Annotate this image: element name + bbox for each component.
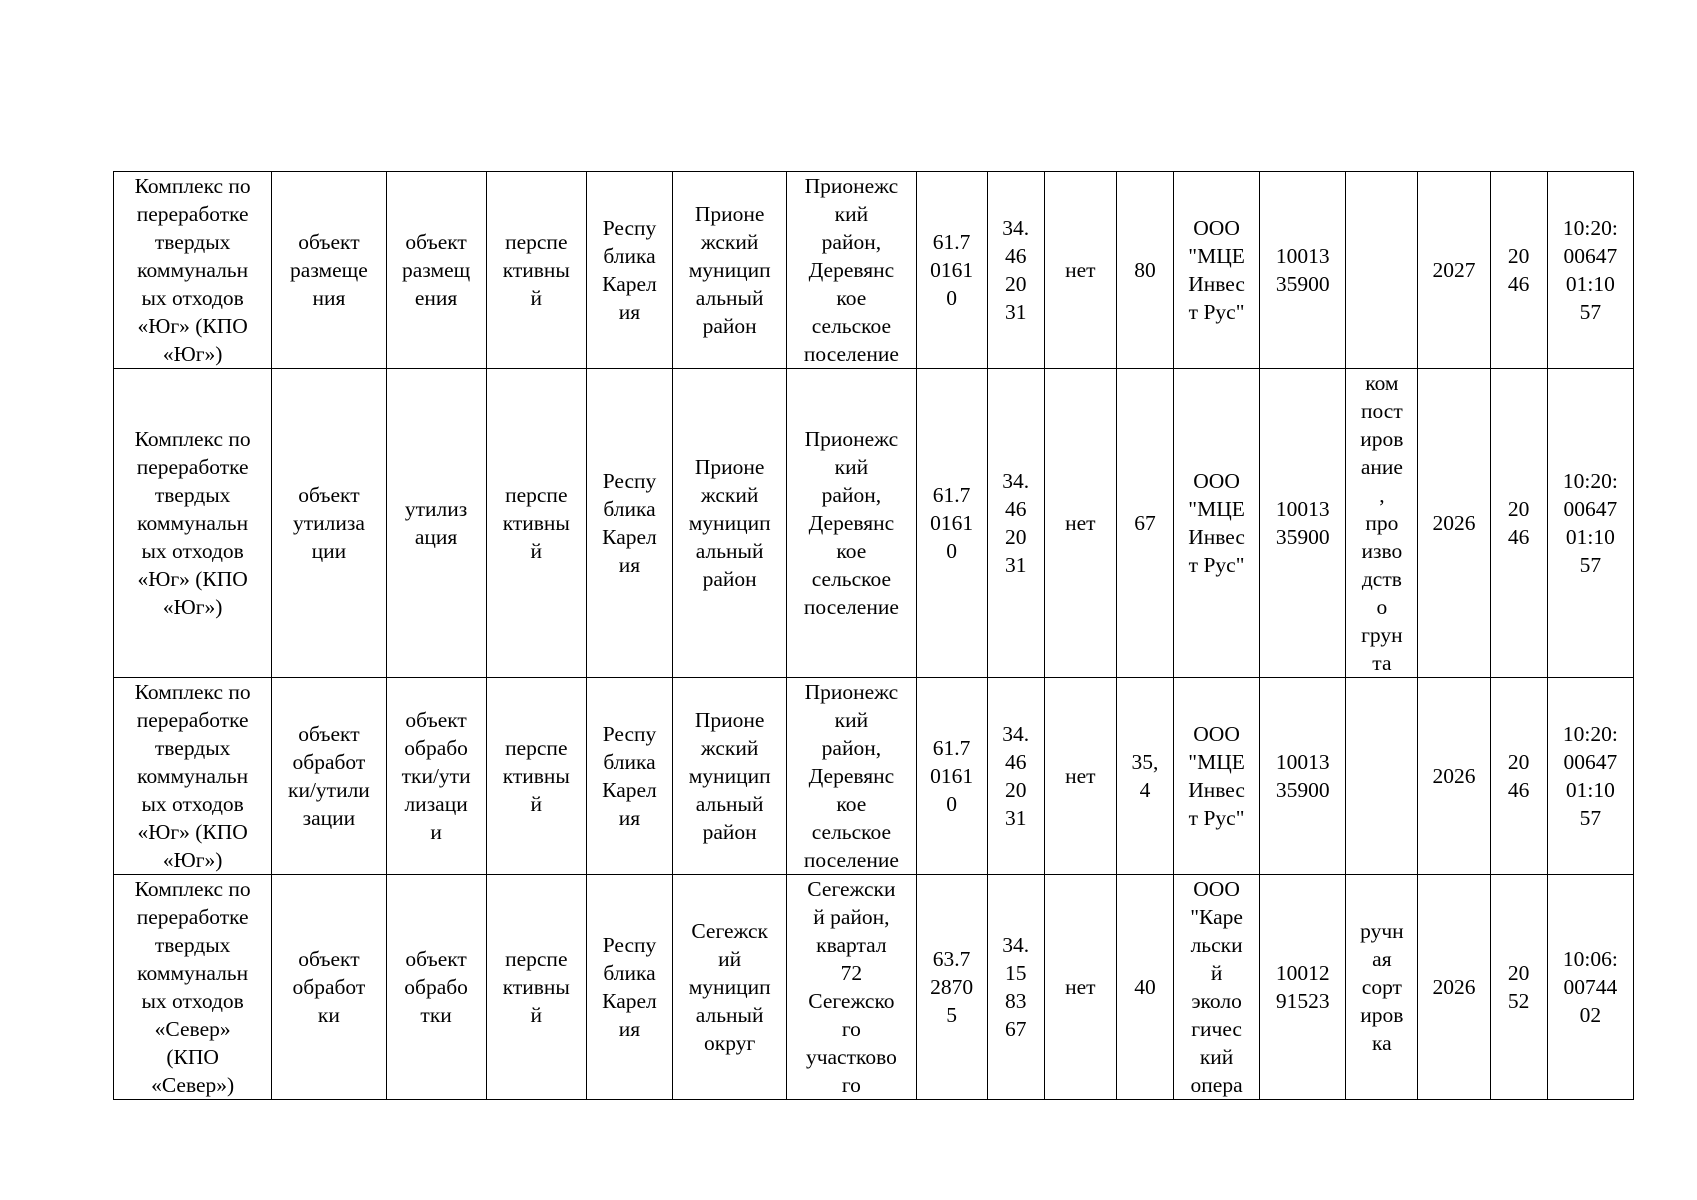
location: Прионежс кий район, Деревянс кое сельское поселение xyxy=(803,427,899,619)
waste-facilities-table xyxy=(113,171,1634,1100)
facility-name-cell xyxy=(114,172,272,369)
year-end: 20 52 xyxy=(1507,961,1530,1013)
facility-name: Комплекс по переработке твердых коммунальн ых отходов «Юг» (КПО «Юг») xyxy=(134,174,251,366)
capacity: 40 xyxy=(1134,975,1156,999)
region: Респу блика Карел ия xyxy=(602,216,657,324)
region-cell xyxy=(586,172,672,369)
operator: ООО "МЦЕ Инвес т Рус" xyxy=(1188,469,1245,577)
capacity: 35, 4 xyxy=(1131,750,1159,802)
flag: нет xyxy=(1065,258,1096,282)
cadastral-code-cell xyxy=(1547,172,1633,369)
location-cell xyxy=(787,369,916,678)
longitude: 34. 46 20 31 xyxy=(1002,469,1030,577)
district: Прионе жский муницип альный район xyxy=(688,708,771,844)
year-end: 20 46 xyxy=(1507,750,1530,802)
facility-name: Комплекс по переработке твердых коммунальн ых отходов «Юг» (КПО «Юг») xyxy=(134,680,251,872)
year-end: 20 46 xyxy=(1507,244,1530,296)
flag: нет xyxy=(1065,511,1096,535)
flag: нет xyxy=(1065,975,1096,999)
year-start: 2027 xyxy=(1432,258,1476,282)
longitude: 34. 15 83 67 xyxy=(1002,933,1030,1041)
inn-cell xyxy=(1260,172,1346,369)
status-cell xyxy=(486,369,586,678)
facility-name-cell xyxy=(114,369,272,678)
longitude-cell xyxy=(987,678,1044,875)
location: Прионежс кий район, Деревянс кое сельское поселение xyxy=(803,174,899,366)
year-end-cell xyxy=(1490,172,1547,369)
operator: ООО "МЦЕ Инвес т Рус" xyxy=(1188,722,1245,830)
status: перспе ктивны й xyxy=(502,230,570,310)
latitude-cell xyxy=(916,172,987,369)
district: Сегежск ий муницип альный округ xyxy=(688,919,771,1055)
location-cell xyxy=(787,875,916,1100)
operator: ООО "Каре льски й эколо гичес кий опера xyxy=(1190,877,1243,1097)
note-cell xyxy=(1346,875,1418,1100)
inn: 10013 35900 xyxy=(1275,497,1330,549)
cadastral-code: 10:20: 00647 01:10 57 xyxy=(1562,722,1618,830)
note-cell xyxy=(1346,369,1418,678)
table-body xyxy=(114,172,1634,1100)
longitude-cell xyxy=(987,369,1044,678)
table-row xyxy=(114,172,1634,369)
year-end-cell xyxy=(1490,369,1547,678)
table-row xyxy=(114,369,1634,678)
facility-name: Комплекс по переработке твердых коммунальн ых отходов «Север» (КПО «Север») xyxy=(134,877,251,1097)
region: Респу блика Карел ия xyxy=(602,469,657,577)
inn: 10013 35900 xyxy=(1275,244,1330,296)
flag: нет xyxy=(1065,764,1096,788)
location: Сегежски й район, квартал 72 Сегежско го участково го xyxy=(805,877,897,1097)
activity: объект обрабо тки xyxy=(404,947,468,1027)
note-cell xyxy=(1346,172,1418,369)
region: Респу блика Карел ия xyxy=(602,933,657,1041)
status: перспе ктивны й xyxy=(502,483,570,563)
latitude-cell xyxy=(916,369,987,678)
facility-name: Комплекс по переработке твердых коммунальн ых отходов «Юг» (КПО «Юг») xyxy=(134,427,251,619)
status-cell xyxy=(486,678,586,875)
district-cell xyxy=(673,172,787,369)
flag-cell xyxy=(1044,369,1116,678)
object-type: объект обработ ки xyxy=(292,947,366,1027)
year-start: 2026 xyxy=(1432,511,1476,535)
activity-cell xyxy=(386,678,486,875)
capacity: 67 xyxy=(1134,511,1156,535)
inn: 10012 91523 xyxy=(1275,961,1330,1013)
region-cell xyxy=(586,369,672,678)
object-type-cell xyxy=(272,172,386,369)
capacity-cell xyxy=(1116,678,1173,875)
table-row xyxy=(114,678,1634,875)
status-cell xyxy=(486,172,586,369)
capacity-cell xyxy=(1116,172,1173,369)
latitude: 61.7 0161 0 xyxy=(930,736,974,816)
year-end: 20 46 xyxy=(1507,497,1530,549)
operator-cell xyxy=(1174,678,1260,875)
latitude: 63.7 2870 5 xyxy=(930,947,974,1027)
region-cell xyxy=(586,875,672,1100)
year-start: 2026 xyxy=(1432,764,1476,788)
latitude: 61.7 0161 0 xyxy=(930,483,974,563)
facility-name-cell xyxy=(114,678,272,875)
activity-cell xyxy=(386,875,486,1100)
activity: объект обрабо тки/ути лизаци и xyxy=(401,708,471,844)
location-cell xyxy=(787,172,916,369)
longitude: 34. 46 20 31 xyxy=(1002,722,1030,830)
operator: ООО "МЦЕ Инвес т Рус" xyxy=(1188,216,1245,324)
activity: утилиз ация xyxy=(404,497,468,549)
year-start-cell xyxy=(1418,172,1490,369)
cadastral-code-cell xyxy=(1547,678,1633,875)
operator-cell xyxy=(1174,369,1260,678)
object-type: объект утилиза ции xyxy=(292,483,365,563)
longitude-cell xyxy=(987,172,1044,369)
capacity: 80 xyxy=(1134,258,1156,282)
object-type-cell xyxy=(272,875,386,1100)
table-row xyxy=(114,875,1634,1100)
inn-cell xyxy=(1260,875,1346,1100)
latitude-cell xyxy=(916,678,987,875)
district: Прионе жский муницип альный район xyxy=(688,455,771,591)
cadastral-code: 10:20: 00647 01:10 57 xyxy=(1562,216,1618,324)
status: перспе ктивны й xyxy=(502,736,570,816)
activity-cell xyxy=(386,369,486,678)
flag-cell xyxy=(1044,875,1116,1100)
note: ком пост иров ание , про изво дств о грун та xyxy=(1360,371,1404,675)
cadastral-code-cell xyxy=(1547,875,1633,1100)
activity: объект размещ ения xyxy=(402,230,471,310)
object-type-cell xyxy=(272,678,386,875)
year-end-cell xyxy=(1490,875,1547,1100)
location: Прионежс кий район, Деревянс кое сельское поселение xyxy=(803,680,899,872)
object-type: объект размеще ния xyxy=(290,230,368,310)
district-cell xyxy=(673,369,787,678)
year-start-cell xyxy=(1418,875,1490,1100)
latitude-cell xyxy=(916,875,987,1100)
year-start-cell xyxy=(1418,678,1490,875)
year-start-cell xyxy=(1418,369,1490,678)
district-cell xyxy=(673,678,787,875)
status: перспе ктивны й xyxy=(502,947,570,1027)
operator-cell xyxy=(1174,875,1260,1100)
year-end-cell xyxy=(1490,678,1547,875)
object-type-cell xyxy=(272,369,386,678)
capacity-cell xyxy=(1116,369,1173,678)
facility-name-cell xyxy=(114,875,272,1100)
location-cell xyxy=(787,678,916,875)
district: Прионе жский муницип альный район xyxy=(688,202,771,338)
inn-cell xyxy=(1260,369,1346,678)
region-cell xyxy=(586,678,672,875)
operator-cell xyxy=(1174,172,1260,369)
region: Респу блика Карел ия xyxy=(602,722,657,830)
cadastral-code-cell xyxy=(1547,369,1633,678)
inn-cell xyxy=(1260,678,1346,875)
longitude-cell xyxy=(987,875,1044,1100)
status-cell xyxy=(486,875,586,1100)
flag-cell xyxy=(1044,678,1116,875)
note: ручн ая сорт иров ка xyxy=(1360,919,1404,1055)
latitude: 61.7 0161 0 xyxy=(930,230,974,310)
longitude: 34. 46 20 31 xyxy=(1002,216,1030,324)
district-cell xyxy=(673,875,787,1100)
activity-cell xyxy=(386,172,486,369)
cadastral-code: 10:20: 00647 01:10 57 xyxy=(1562,469,1618,577)
year-start: 2026 xyxy=(1432,975,1476,999)
flag-cell xyxy=(1044,172,1116,369)
cadastral-code: 10:06: 00744 02 xyxy=(1562,947,1618,1027)
capacity-cell xyxy=(1116,875,1173,1100)
object-type: объект обработ ки/утили зации xyxy=(288,722,370,830)
inn: 10013 35900 xyxy=(1275,750,1330,802)
note-cell xyxy=(1346,678,1418,875)
